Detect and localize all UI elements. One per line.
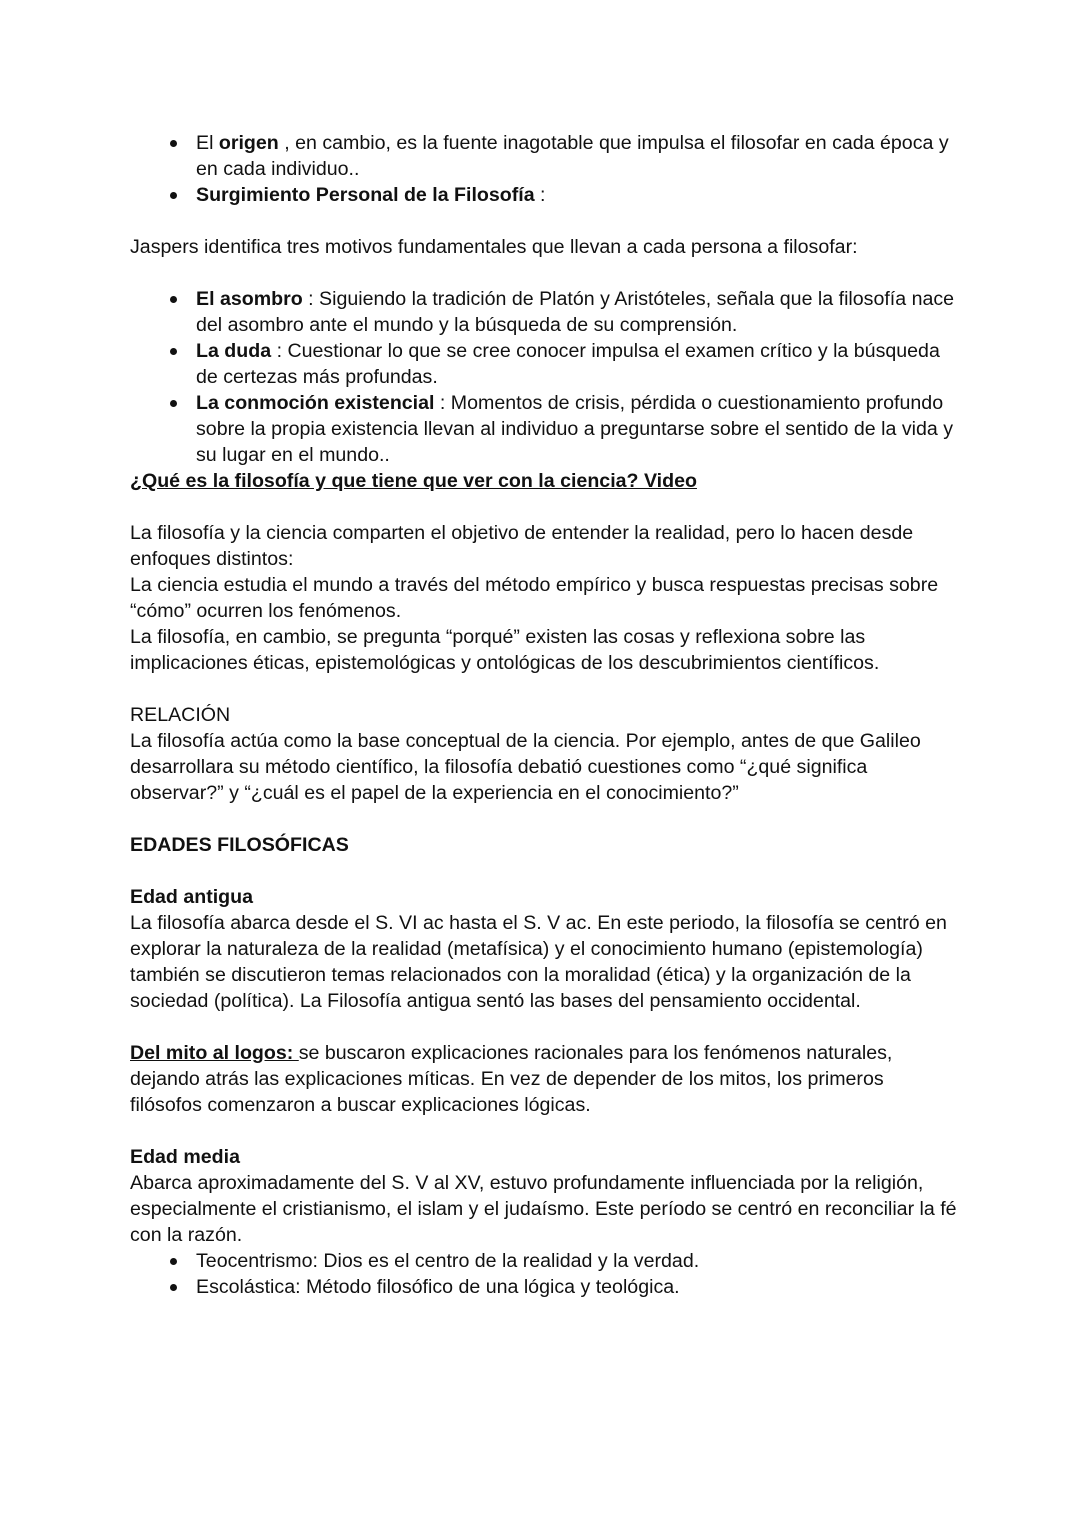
motives-list (130, 286, 960, 468)
list-item (130, 182, 960, 208)
relacion-heading: RELACIÓN (130, 704, 231, 726)
science-paragraph: La filosofía, en cambio, se pregunta “porqué” existen las cosas y reflexiona sobre las implicaciones éticas, epistemológicas y ontológicas de los descubrimientos científicos. (130, 626, 880, 674)
bullet-text: : (534, 184, 546, 206)
motive-text: : Cuestionar lo que se cree conocer impulsa el examen crítico y la búsqueda de certezas más profundas. (196, 340, 940, 388)
relacion-text: La filosofía actúa como la base conceptual de la ciencia. Por ejemplo, antes de que Galileo desarrollara su método científico, la filosofía debatió cuestiones como “¿qué significa observar?” y “¿cuál es el papel de la experiencia en el conocimiento?” (130, 730, 921, 804)
antigua-text: La filosofía abarca desde el S. VI ac hasta el S. V ac. En este periodo, la filosofía se centró en explorar la naturaleza de la realidad (metafísica) y el conocimiento humano (epistemología) también se discutieron temas relacionados con la moralidad (ética) y la organización de la sociedad (política). La Filosofía antigua sentó las bases del pensamiento occidental. (130, 912, 947, 1012)
list-item: Escolástica: Método filosófico de una lógica y teológica. (130, 1274, 960, 1300)
science-paragraph: La ciencia estudia el mundo a través del método empírico y busca respuestas precisas sobre “cómo” ocurren los fenómenos. (130, 574, 939, 622)
mito-text: se buscaron explicaciones racionales para los fenómenos naturales, dejando atrás las explicaciones míticas. En vez de depender de los mitos, los primeros filósofos comenzaron a buscar explicaciones lógicas. (130, 1042, 893, 1116)
bullet-term: Surgimiento Personal de la Filosofía (196, 184, 535, 206)
jaspers-intro: Jaspers identifica tres motivos fundamentales que llevan a cada persona a filosofar: (130, 236, 858, 258)
bullet-term: origen (218, 132, 279, 154)
bullet-text: El (196, 132, 219, 154)
motive-title: El asombro (196, 288, 303, 310)
motive-title: La duda (196, 340, 272, 362)
science-paragraph: La filosofía y la ciencia comparten el objetivo de entender la realidad, pero lo hacen desde enfoques distintos: (130, 522, 914, 570)
science-heading: ¿Qué es la filosofía y que tiene que ver con la ciencia? Video (130, 470, 697, 492)
edades-heading: EDADES FILOSÓFICAS (130, 834, 349, 856)
mito-paragraph (130, 1040, 960, 1118)
document-body (130, 130, 960, 1300)
list-item: Teocentrismo: Dios es el centro de la realidad y la verdad. (130, 1248, 960, 1274)
list-item (130, 286, 960, 338)
list-item (130, 130, 960, 182)
list-item (130, 390, 960, 468)
media-bullet-list (130, 1248, 960, 1300)
media-heading: Edad media (130, 1146, 240, 1168)
list-item (130, 338, 960, 390)
motive-text: : Momentos de crisis, pérdida o cuestionamiento profundo sobre la propia existencia llevan al individuo a preguntarse sobre el sentido de la vida y su lugar en el mundo.. (196, 392, 953, 466)
media-text: Abarca aproximadamente del S. V al XV, estuvo profundamente influenciada por la religión, especialmente el cristianismo, el islam y el judaísmo. Este período se centró en reconciliar la fé con la razón. (130, 1172, 957, 1246)
mito-heading: Del mito al logos: (130, 1042, 299, 1064)
bullet-text: , en cambio, es la fuente inagotable que impulsa el filosofar en cada época y en cada individuo.. (196, 132, 949, 180)
motive-title: La conmoción existencial (196, 392, 435, 414)
intro-bullet-list (130, 130, 960, 208)
motive-text: : Siguiendo la tradición de Platón y Aristóteles, señala que la filosofía nace del asombro ante el mundo y la búsqueda de su comprensión. (196, 288, 955, 336)
antigua-heading: Edad antigua (130, 886, 254, 908)
